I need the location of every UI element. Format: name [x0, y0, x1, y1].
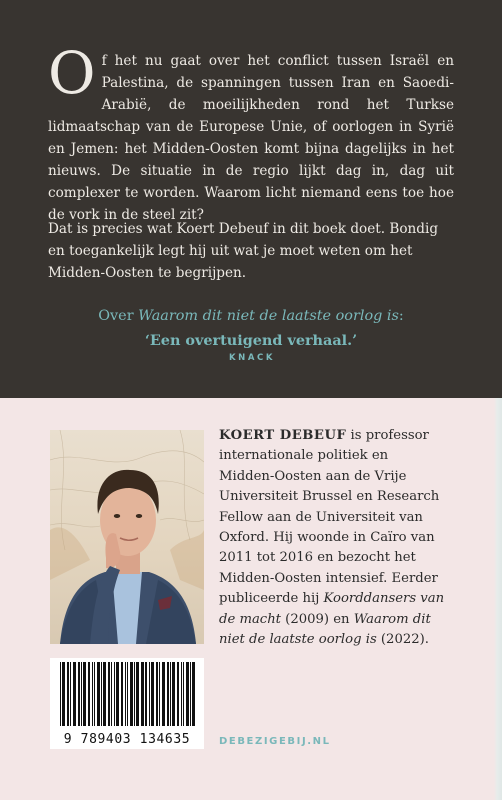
barcode-bar — [101, 662, 102, 726]
barcode-bar — [156, 662, 158, 726]
drop-cap: O — [48, 39, 96, 107]
author-portrait-illustration — [50, 430, 204, 644]
bio-book-2: Waarom dit niet de laatste oorlog is — [219, 611, 431, 648]
barcode-bar — [136, 662, 139, 726]
barcode-bar — [159, 662, 160, 726]
barcode-bar — [121, 662, 123, 726]
barcode-bar — [103, 662, 106, 726]
barcode-bar — [116, 662, 119, 726]
barcode-bar — [73, 662, 76, 726]
barcode-bar — [81, 662, 82, 726]
barcode-bar — [78, 662, 80, 726]
isbn-number: 9 789403 134635 — [63, 732, 191, 747]
quote-source: KNACK — [228, 353, 276, 363]
author-bio — [219, 426, 447, 650]
barcode-bar — [145, 662, 147, 726]
barcode-bars — [50, 658, 204, 730]
barcode-bar — [94, 662, 95, 726]
barcode-bar — [60, 662, 61, 726]
barcode-bar — [97, 662, 100, 726]
barcode-bar — [183, 662, 184, 726]
barcode-bar — [125, 662, 126, 726]
intro-text: f het nu gaat over het conflict tussen Israël en Palestina, de spanningen tussen Iran en Saoedi-Arabië, de moeilijkheden rond het Turkse lidmaatschap van de Europese Unie, of oorlogen in Syrië en Jemen: het Midden-Oosten komt bijna dagelijks in het nieuws. De situatie in de regio lijkt dag in, dag uit complexer te worden. Waarom licht niemand eens toe hoe de vork in de steel zit? — [48, 53, 454, 223]
intro-paragraph — [48, 39, 454, 226]
barcode-bar — [127, 662, 128, 726]
barcode-bar — [149, 662, 150, 726]
barcode-bar — [141, 662, 144, 726]
bio-text-3: (2022). — [376, 632, 429, 648]
quote-intro-suffix: : — [398, 308, 404, 324]
quote-text: ‘Een overtuigend verhaal.’ — [144, 332, 358, 349]
barcode-bar — [108, 662, 110, 726]
barcode — [50, 658, 204, 749]
barcode-bar — [92, 662, 93, 726]
quote-intro — [0, 306, 502, 326]
barcode-bar — [114, 662, 115, 726]
barcode-bar — [134, 662, 135, 726]
barcode-bar — [83, 662, 86, 726]
review-quote — [0, 306, 502, 363]
barcode-bar — [167, 662, 169, 726]
barcode-bar — [170, 662, 171, 726]
bio-book-1: Koorddansers van de macht — [219, 591, 445, 627]
back-cover-top-panel — [0, 0, 502, 398]
barcode-bar — [88, 662, 90, 726]
barcode-bar — [190, 662, 191, 726]
barcode-bar — [172, 662, 175, 726]
barcode-bar — [111, 662, 112, 726]
author-photo — [50, 430, 204, 644]
barcode-bar — [192, 662, 195, 726]
barcode-bar — [62, 662, 65, 726]
quote-intro-title: Waarom dit niet de laatste oorlog is — [138, 308, 399, 324]
barcode-bar — [130, 662, 133, 726]
barcode-bar — [70, 662, 71, 726]
summary-paragraph: Dat is precies wat Koert Debeuf in dit boek doet. Bondig en toegankelijk legt hij uit wat je moet weten om het Midden-Oosten te begrijpen. — [48, 221, 439, 281]
barcode-bar — [181, 662, 182, 726]
barcode-bar — [177, 662, 179, 726]
barcode-bar — [67, 662, 69, 726]
barcode-bar — [162, 662, 165, 726]
bio-text-2: (2009) en — [280, 611, 354, 627]
quote-intro-prefix: Over — [98, 308, 139, 324]
barcode-bar — [186, 662, 189, 726]
author-name: KOERT DEBEUF — [219, 428, 347, 443]
publisher-website[interactable]: DEBEZIGEBIJ.NL — [219, 736, 331, 747]
barcode-bar — [151, 662, 154, 726]
edge-strip — [494, 398, 502, 800]
bio-text-1: is professor internationale politiek en Midden-Oosten aan de Vrije Universiteit Brussel en Research Fellow aan de Universiteit van Oxford. Hij woonde in Caïro van 2011 tot 2016 en bezocht het Midden-Oosten intensief. Eerder publiceerde hij — [219, 428, 440, 607]
